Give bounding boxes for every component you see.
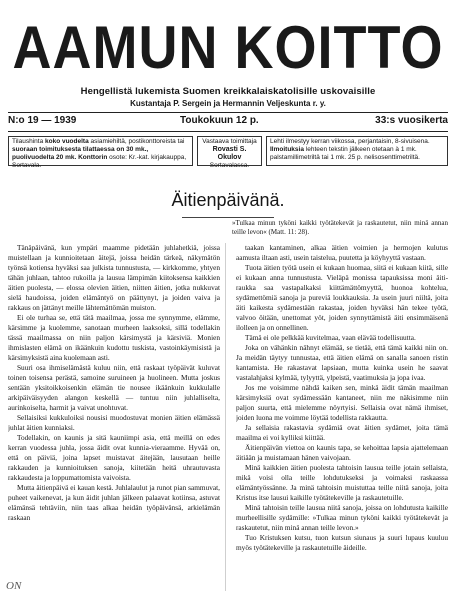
subscription-bold: koko vuodelta [45, 138, 89, 145]
paragraph: Minä kaikkien äitien puolesta tahtoisin lausua teille jotain sellaista, mikä voisi olla teille lohdutukseksi ja voimaksi raskaassa elämäntyössänne. Ja minä tahtoisin muistuttaa teille niitä sanoja, joita Kristus itse lausui kaikille työtätekeville ja raskautetuille. [236, 463, 448, 502]
office-address: osote: Kr.-kat. kirjakauppa, Sortavala. [12, 154, 187, 169]
paragraph: Äitienpäivän viettoa on kaunis tapa, se kehoittaa lapsia ajattelemaan äitiään ja muistamaan hänen vaivojaan. [236, 443, 448, 462]
paragraph: Ei ole turhaa se, että tätä maailmaa, jossa me synnymme, elämme, kärsimme ja kuolemme, sanotaan murheen laaksoksi, sillä todellakin tässä maailmassa on niin paljon kärsimystä ja kärsiviä. Monien ihmislasten elämä on ikäänkuin kudottu tuskista, vastoinkäymisistä ja kärsimyksistä aina kuolemaan asti. [8, 313, 220, 362]
office-label: Konttorin [78, 154, 108, 161]
paragraph: taakan kantaminen, alkaa äitien voimien ja hermojen kulutus aamusta iltaan asti, usein taistelua, puutetta ja köyhyyttä vastaan. [236, 243, 448, 262]
paragraph: Ja sellaisia rakastavia sydämiä ovat äitien sydämet, joita tämä maailma ei voi kylliksi kiittää. [236, 423, 448, 442]
corner-signature: ON [6, 580, 22, 592]
subscription-text-2: asiamiehiltä, postikonttoreista tai [88, 138, 185, 145]
publisher-line: Kustantaja P. Sergein ja Hermannin Veljeskunta r. y. [130, 99, 326, 108]
paragraph: Jos me voisimme nähdä kaiken sen, minkä äidit tämän maailman kärsimyksiä ovat sydämessään kantaneet, niin me näkisimme niin paljon suurta, että mielemme nöyrtyisi. Sellaisia ovat nämä ihmiset, joiden luona me voimme löytää todellista rakkautta. [236, 383, 448, 422]
subscription-price: suoraan toimituksesta tilattaessa on 30 mk., puolivuodelta 20 mk. [12, 146, 149, 161]
article-title: Äitienpäivänä. [171, 190, 285, 210]
issue-number: N:o 19 — 1939 [8, 115, 77, 126]
paragraph: Tuota äitien työtä usein ei kukaan huomaa, siitä ei kukaan kiitä, sille ei kukaan anna tunnustusta. Vieläpä monissa tapauksissa moni äiti-raukka saa vastapalkaksi kiittämättömyyttä, huonoa kohtelua, sydämettömiä sanoja ja pureviä loukkauksia. Ja usein juuri niiltä, joita äiti kaikesta sydämestään rakastaa, joiden hyväksi hän tekee työtä, valvoo öitään, unettomat yöt, joiden synnyttämistä äiti ensimmäisenä ilolleen ja on onnellinen. [236, 263, 448, 332]
paragraph: Suuri osa ihmiselämästä kuluu niin, että raskaat työpäivät kuluvat toinen toisensa perästä, samoine suruineen ja huolineen. Mutta joskus sentään yksitoikkoisenkin elämän tie nousee ikäänkuin kukkulalle arkipäiväisyyden alangon keskellä — tuntuu niin juhlalliselta, aurinkoiselta, harmit ja vaivat unohtuvat. [8, 363, 220, 412]
article-column-left [8, 243, 220, 591]
editor-box [197, 136, 262, 169]
paragraph: Tuo Kristuksen kutsu, tuon kutsun siunaus ja suuri lupaus kuuluu myös työtätekeville ja raskautetuille äideille. [236, 533, 448, 552]
masthead-rule-bottom [8, 131, 448, 132]
masthead-subtitle: Hengellistä lukemista Suomen kreikkalaiskatolisille uskovaisille [80, 86, 376, 97]
issue-date: Toukokuun 12 p. [180, 115, 259, 126]
ads-label: Ilmoituksia [270, 146, 304, 153]
subscription-text: Tilaushinta [12, 138, 45, 145]
paragraph: Tänäpäivänä, kun ympäri maamme pidetään juhlahetkiä, joissa muistellaan ja kunnioitetaan äitejä, joissa heidän tärkeä, näkymätön työnsä kotiensa hyväksi saa julkista tunnustusta, — kirkkomme, yhtyen tähän juhlaan, tahtoo rukoilla ja lausua lämpimän kiitoksensa kaikkien äitien puolesta, — elossa olevien äitien, niitten äitien, jotka nukkuvat sielä haudoissa, joiden elämäntyö on päättynyt, ja joiden vaiva ja rakkaus on jättänyt meille lähtemättömän muiston. [8, 243, 220, 312]
paragraph: Todellakin, on kaunis ja sitä kauniimpi asia, että meillä on edes kerran vuodessa juhla, jossa äidit ovat kunnia-vieraamme. Hyvää on, että on päiviä, joina lapset muistavat äitejään, lausutaan heille rakkauden ja kunnioituksen sanoja, kiitetään heitä uhrautuvasta rakkaudesta ja loppumattomista vaivoista. [8, 433, 220, 482]
editor-role: Vastaava toimittaja [202, 138, 257, 145]
paragraph: Tämä ei ole pelkkää kuvitelmaa, vaan elävää todellisuutta. [245, 333, 416, 342]
article-column-right [236, 243, 448, 591]
paragraph: Sellaisiksi kukkuloiksi nousisi muodostuvat monien äitien elämässä juhlat äitien kunniaksi. [8, 413, 220, 432]
paragraph: Minä tahtoisin teille lausua niitä sanoja, joissa on lohdutusta kaikille murheellisille sydämille: »Tulkaa minun tyköni kaikki työtätekevät ja raskautetut, niin minä annan teille levon.» [236, 503, 448, 532]
article-epigraph: »Tulkaa minun tyköni kaikki työtätekevät ja raskautetut, niin minä annan teille levon« (Matt. 11: 28). [232, 219, 448, 236]
subscription-box [8, 136, 193, 169]
editor-name: Rovasti S. Okulov [212, 146, 247, 161]
paragraph: Joka on vähänkin nähnyt elämää, se tietää, että tämä kaikki niin on. Ja meidän täytyy tunnustaa, että äitien elämä on sanalla sanoen ristin kantamista. He rakastavat lapsiaan, mutta kuinka usein he saavat vastalahjaksi kylmää, tylyyttä, ylpeistä, vaatimuksia ja jopa ivaa. [236, 343, 448, 382]
masthead-rule-top [8, 112, 448, 113]
paragraph: Mutta äitienpäivä ei kauan kestä. Juhlalaulut ja runot pian sammuvat, puheet vaikenevat, ja kun äidit juhlan jälkeen palaavat kotiinsa, astuvat elämänsä tehtäviin, niin taas alkaa heidän työpäivänsä, arkielämän raskaan [8, 483, 220, 522]
issue-line [8, 115, 448, 129]
masthead-title: AAMUN KOITTO [12, 14, 444, 82]
ads-text: lehteen tekstin jälkeen otetaan à 1 mk. palstamillimetriltä tai 1 mk. 25 p. nelisosenttimetriltä. [270, 146, 420, 161]
column-divider [225, 243, 226, 591]
title-rule [182, 217, 274, 218]
publication-box [266, 136, 448, 166]
editor-location: Sortavalassa. [209, 162, 250, 169]
issue-volume: 33:s vuosikerta [375, 115, 448, 126]
publication-schedule: Lehti ilmestyy kerran viikossa, perjantaisin, 8-sivuisena. [270, 138, 430, 145]
